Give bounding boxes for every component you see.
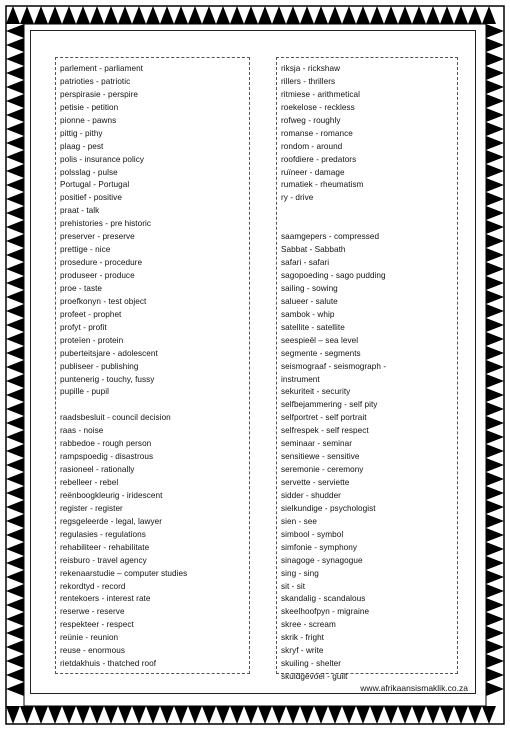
border-triangle <box>216 6 230 24</box>
border-triangle <box>468 706 482 724</box>
vocabulary-entry: skuiling - shelter <box>281 659 342 669</box>
border-triangle <box>426 6 440 24</box>
vocabulary-entry: sambok - whip <box>281 309 335 319</box>
blank-line <box>281 205 457 218</box>
vocabulary-entry: sielkundige - psychologist <box>281 503 376 513</box>
border-triangle <box>20 706 34 724</box>
vocabulary-entry: respekteer - respect <box>60 620 134 630</box>
border-triangle <box>6 514 24 528</box>
word-list-left <box>60 63 249 671</box>
border-triangle <box>486 304 504 318</box>
vocabulary-entry: perspirasie - perspire <box>60 89 139 99</box>
vocabulary-entry: reünie - reunion <box>60 633 119 643</box>
border-triangle <box>486 38 504 52</box>
vocabulary-entry: raadsbesluit - council decision <box>60 413 171 423</box>
vocabulary-entry: ry - drive <box>281 193 314 203</box>
vocabulary-entry: servette - serviette <box>281 478 350 487</box>
vocabulary-entry: proe - taste <box>60 283 103 293</box>
border-triangle <box>258 706 272 724</box>
vocabulary-entry: regulasies - regulations <box>60 529 146 539</box>
border-triangle <box>6 220 24 234</box>
border-triangle <box>486 80 504 94</box>
vocabulary-entry: skrik - fright <box>281 633 325 643</box>
border-triangle <box>90 6 104 24</box>
border-triangle <box>486 388 504 402</box>
vocabulary-entry: instrument <box>281 374 320 384</box>
border-triangle <box>90 706 104 724</box>
border-triangle <box>6 654 24 668</box>
border-triangle <box>202 706 216 724</box>
vocabulary-entry: pittig - pithy <box>60 128 103 138</box>
border-triangle <box>6 332 24 346</box>
border-triangle <box>6 164 24 178</box>
border-triangle <box>6 122 24 136</box>
vocabulary-entry: riksja - rickshaw <box>281 64 341 73</box>
border-triangle <box>486 570 504 584</box>
border-triangle <box>188 6 202 24</box>
border-triangle <box>6 388 24 402</box>
border-triangle <box>482 706 496 724</box>
vocabulary-entry: rampspoedig - disastrous <box>60 452 154 462</box>
vocabulary-entry: plaag - pest <box>60 141 104 151</box>
vocabulary-entry: regsgeleerde - legal, lawyer <box>60 516 162 526</box>
border-triangle <box>486 640 504 654</box>
border-triangle <box>398 706 412 724</box>
vocabulary-entry: positief - positive <box>60 193 122 203</box>
vocabulary-entry: skandalig - scandalous <box>281 594 366 604</box>
blank-line <box>281 218 457 231</box>
vocabulary-entry: reënboogkleurig - iridescent <box>60 490 163 500</box>
border-triangle <box>486 192 504 206</box>
border-triangle <box>300 6 314 24</box>
border-triangle <box>132 706 146 724</box>
word-list-right <box>281 63 457 684</box>
vocabulary-entry: sensitiewe - sensitive <box>281 452 360 462</box>
vocabulary-entry: reisburo - travel agency <box>60 555 147 565</box>
vocabulary-entry: Portugal - Portugal <box>60 180 130 190</box>
border-triangle <box>482 6 496 24</box>
border-triangle <box>6 150 24 164</box>
vocabulary-entry: selfbejammering - self pity <box>281 400 378 410</box>
border-triangle <box>486 24 504 38</box>
border-triangle <box>486 52 504 66</box>
vocabulary-entry: pionne - pawns <box>60 115 117 125</box>
vocabulary-entry: prosedure - procedure <box>60 258 143 268</box>
vocabulary-entry: sing - sing <box>281 568 319 578</box>
border-triangle <box>486 528 504 542</box>
border-triangle <box>486 136 504 150</box>
vocabulary-entry: ruïneer - damage <box>281 167 345 177</box>
vocabulary-entry: Sabbat - Sabbath <box>281 245 346 255</box>
border-triangle <box>160 6 174 24</box>
border-triangle <box>486 654 504 668</box>
border-triangle <box>370 6 384 24</box>
border-triangle <box>34 6 48 24</box>
vocabulary-entry: proteïen - protein <box>60 335 124 345</box>
vocabulary-entry: parlement - parliament <box>60 64 144 73</box>
border-triangle <box>174 706 188 724</box>
vocabulary-entry: satellite - satellite <box>281 322 345 332</box>
vocabulary-entry: rabbedoe - rough person <box>60 439 152 449</box>
border-triangle <box>6 136 24 150</box>
vocabulary-entry: profeet - prophet <box>60 309 122 319</box>
border-triangle <box>286 6 300 24</box>
border-triangle <box>6 66 24 80</box>
border-triangle <box>6 584 24 598</box>
border-triangle <box>230 6 244 24</box>
vocabulary-entry: ritmiese - arithmetical <box>281 89 360 99</box>
vocabulary-entry: sagopoeding - sago pudding <box>281 271 386 280</box>
vocabulary-entry: rumatiek - rheumatism <box>281 180 364 190</box>
border-triangle <box>20 6 34 24</box>
vocabulary-entry: sekuriteit - security <box>281 387 351 397</box>
border-triangle <box>34 706 48 724</box>
border-triangle <box>6 52 24 66</box>
border-triangle <box>486 598 504 612</box>
border-triangle <box>244 706 258 724</box>
vocabulary-entry: sien - see <box>281 516 317 526</box>
border-triangle <box>6 262 24 276</box>
vocabulary-entry: prehistories - pre historic <box>60 219 151 229</box>
border-triangle <box>6 192 24 206</box>
border-triangle <box>486 500 504 514</box>
vocabulary-entry: seminaar - seminar <box>281 439 352 449</box>
vocabulary-entry: safari - safari <box>281 258 330 268</box>
border-triangle <box>146 6 160 24</box>
vocabulary-entry: skeelhoofpyn - migraine <box>281 607 370 617</box>
border-triangle <box>6 234 24 248</box>
vocabulary-entry: pupille - pupil <box>60 387 109 397</box>
border-triangle <box>454 706 468 724</box>
border-triangle <box>6 598 24 612</box>
blank-line <box>60 399 249 412</box>
vocabulary-entry: publiseer - publishing <box>60 361 139 371</box>
vocabulary-entry: polis - insurance policy <box>60 154 145 164</box>
border-triangle <box>6 430 24 444</box>
border-triangle <box>62 6 76 24</box>
border-triangle <box>76 6 90 24</box>
vocabulary-entry: skuldgevoel - guilt <box>281 672 348 682</box>
border-triangle <box>6 528 24 542</box>
vocabulary-entry: rekenaarstudie – computer studies <box>60 568 188 578</box>
border-triangle <box>486 290 504 304</box>
border-triangle <box>300 706 314 724</box>
border-triangle <box>486 416 504 430</box>
border-triangle <box>6 612 24 626</box>
border-triangle <box>486 248 504 262</box>
vocabulary-entry: rehabiliteer - rehabilitate <box>60 542 150 552</box>
border-triangle <box>486 626 504 640</box>
border-triangle <box>486 276 504 290</box>
border-triangle <box>286 706 300 724</box>
border-triangle <box>6 458 24 472</box>
border-triangle <box>486 444 504 458</box>
vocabulary-entry: reuse - enormous <box>60 646 125 656</box>
vocabulary-entry: preserver - preserve <box>60 232 135 242</box>
border-triangle <box>6 38 24 52</box>
vocabulary-entry: rentekoers - interest rate <box>60 594 151 604</box>
border-triangle <box>356 706 370 724</box>
border-triangle <box>486 458 504 472</box>
border-triangle <box>6 276 24 290</box>
border-triangle <box>118 6 132 24</box>
vocabulary-entry: simbool - symbol <box>281 529 344 539</box>
vocabulary-entry: seremonie - ceremony <box>281 465 364 475</box>
border-triangle <box>160 706 174 724</box>
vocabulary-entry: sit - sit <box>281 581 306 591</box>
border-triangle <box>486 318 504 332</box>
border-triangle <box>258 6 272 24</box>
border-triangle <box>384 6 398 24</box>
vocabulary-entry: rebelleer - rebel <box>60 478 119 487</box>
border-triangle <box>6 444 24 458</box>
border-triangle <box>6 178 24 192</box>
border-triangle <box>76 706 90 724</box>
border-triangle <box>6 626 24 640</box>
border-triangle <box>342 706 356 724</box>
border-triangle <box>486 332 504 346</box>
border-triangle <box>6 556 24 570</box>
vocabulary-entry: profyt - profit <box>60 322 107 332</box>
vocabulary-entry: sinagoge - synagogue <box>281 555 363 565</box>
vocabulary-entry: segmente - segments <box>281 348 361 358</box>
border-triangle <box>272 6 286 24</box>
border-triangle <box>202 6 216 24</box>
border-triangle <box>6 80 24 94</box>
border-triangle <box>486 584 504 598</box>
border-triangle <box>6 108 24 122</box>
border-triangle <box>314 706 328 724</box>
vocabulary-entry: register - register <box>60 503 123 513</box>
border-triangle <box>486 514 504 528</box>
border-triangle <box>6 542 24 556</box>
vocabulary-entry: praat - talk <box>60 206 100 216</box>
vocabulary-entry: rasioneel - rationally <box>60 465 135 475</box>
vocabulary-entry: proefkonyn - test object <box>60 296 147 306</box>
border-triangle <box>6 416 24 430</box>
border-triangle <box>398 6 412 24</box>
vocabulary-entry: roofdiere - predators <box>281 154 357 164</box>
border-triangle <box>6 360 24 374</box>
border-triangle <box>6 94 24 108</box>
border-triangle <box>486 612 504 626</box>
border-triangle <box>174 6 188 24</box>
border-triangle <box>486 374 504 388</box>
vocabulary-entry: salueer - salute <box>281 296 338 306</box>
border-triangle <box>48 6 62 24</box>
border-triangle <box>6 570 24 584</box>
border-triangle <box>454 6 468 24</box>
border-triangle <box>6 402 24 416</box>
border-triangle <box>230 706 244 724</box>
border-triangle <box>6 304 24 318</box>
vocabulary-entry: roekelose - reckless <box>281 102 355 112</box>
vocabulary-entry: seismograaf - seismograph - <box>281 361 387 371</box>
border-triangle <box>486 262 504 276</box>
border-triangle <box>272 706 286 724</box>
border-triangle <box>426 706 440 724</box>
border-triangle <box>6 486 24 500</box>
vocabulary-entry: rietdakhuis - thatched roof <box>60 659 157 669</box>
border-triangle <box>104 6 118 24</box>
border-triangle <box>384 706 398 724</box>
vocabulary-entry: skree - scream <box>281 620 336 630</box>
border-triangle <box>440 6 454 24</box>
border-triangle <box>104 706 118 724</box>
border-triangle <box>486 108 504 122</box>
border-triangle <box>468 6 482 24</box>
border-triangle <box>6 640 24 654</box>
vocabulary-entry: rekordtyd - record <box>60 581 126 591</box>
border-triangle <box>244 6 258 24</box>
border-triangle <box>356 6 370 24</box>
border-triangle <box>62 706 76 724</box>
vocabulary-entry: patrioties - patriotic <box>60 76 131 86</box>
vocabulary-entry: rillers - thrillers <box>281 76 336 86</box>
border-triangle <box>6 682 24 696</box>
border-triangle <box>486 178 504 192</box>
vocabulary-entry: produseer - produce <box>60 271 135 280</box>
border-triangle <box>486 402 504 416</box>
vocabulary-entry: prettige - nice <box>60 245 111 255</box>
vocabulary-column-right <box>276 57 458 682</box>
border-triangle <box>486 220 504 234</box>
border-triangle <box>6 472 24 486</box>
vocabulary-entry: polsslag - pulse <box>60 167 118 177</box>
border-triangle <box>486 164 504 178</box>
vocabulary-entry: puntenerig - touchy, fussy <box>60 374 155 384</box>
border-triangle <box>132 6 146 24</box>
border-triangle <box>486 472 504 486</box>
vocabulary-entry: seespieël – sea level <box>281 335 359 345</box>
vocabulary-entry: rofweg - roughly <box>281 115 341 125</box>
border-triangle <box>6 374 24 388</box>
border-triangle <box>6 500 24 514</box>
border-triangle <box>188 706 202 724</box>
vocabulary-entry: petisie - petition <box>60 102 119 112</box>
border-triangle <box>486 556 504 570</box>
border-triangle <box>486 66 504 80</box>
border-triangle <box>48 706 62 724</box>
border-triangle <box>6 346 24 360</box>
vocabulary-entry: sailing - sowing <box>281 283 338 293</box>
vocabulary-entry: skryf - write <box>281 646 324 656</box>
border-triangle <box>216 706 230 724</box>
vocabulary-entry: saamgepers - compressed <box>281 232 380 242</box>
border-triangle <box>486 360 504 374</box>
border-triangle <box>486 234 504 248</box>
border-triangle <box>486 122 504 136</box>
border-triangle <box>6 24 24 38</box>
vocabulary-entry: romanse - romance <box>281 128 353 138</box>
border-triangle <box>6 706 20 724</box>
border-triangle <box>342 6 356 24</box>
vocabulary-column-left <box>55 57 250 674</box>
border-triangle <box>486 668 504 682</box>
border-triangle <box>6 290 24 304</box>
border-triangle <box>314 6 328 24</box>
border-triangle <box>412 706 426 724</box>
vocabulary-entry: selfrespek - self respect <box>281 426 369 436</box>
border-triangle <box>146 706 160 724</box>
border-triangle <box>328 6 342 24</box>
border-triangle <box>6 206 24 220</box>
vocabulary-entry: simfonie - symphony <box>281 542 358 552</box>
vocabulary-entry: puberteitsjare - adolescent <box>60 348 158 358</box>
border-triangle <box>328 706 342 724</box>
border-triangle <box>6 668 24 682</box>
vocabulary-entry: reserwe - reserve <box>60 607 125 617</box>
border-triangle <box>440 706 454 724</box>
border-triangle <box>486 486 504 500</box>
border-triangle <box>486 542 504 556</box>
vocabulary-entry: rondom - around <box>281 141 343 151</box>
border-triangle <box>486 206 504 220</box>
border-triangle <box>486 430 504 444</box>
website-url: www.afrikaansismaklik.co.za <box>360 683 468 693</box>
border-triangle <box>486 94 504 108</box>
border-triangle <box>6 248 24 262</box>
border-triangle <box>486 346 504 360</box>
vocabulary-entry: selfportret - self portrait <box>281 413 367 423</box>
border-triangle <box>6 6 20 24</box>
vocabulary-entry: sidder - shudder <box>281 490 341 500</box>
vocabulary-entry: raas - noise <box>60 426 104 436</box>
border-triangle <box>412 6 426 24</box>
border-triangle <box>118 706 132 724</box>
border-triangle <box>486 682 504 696</box>
border-triangle <box>370 706 384 724</box>
border-triangle <box>6 318 24 332</box>
border-triangle <box>486 150 504 164</box>
